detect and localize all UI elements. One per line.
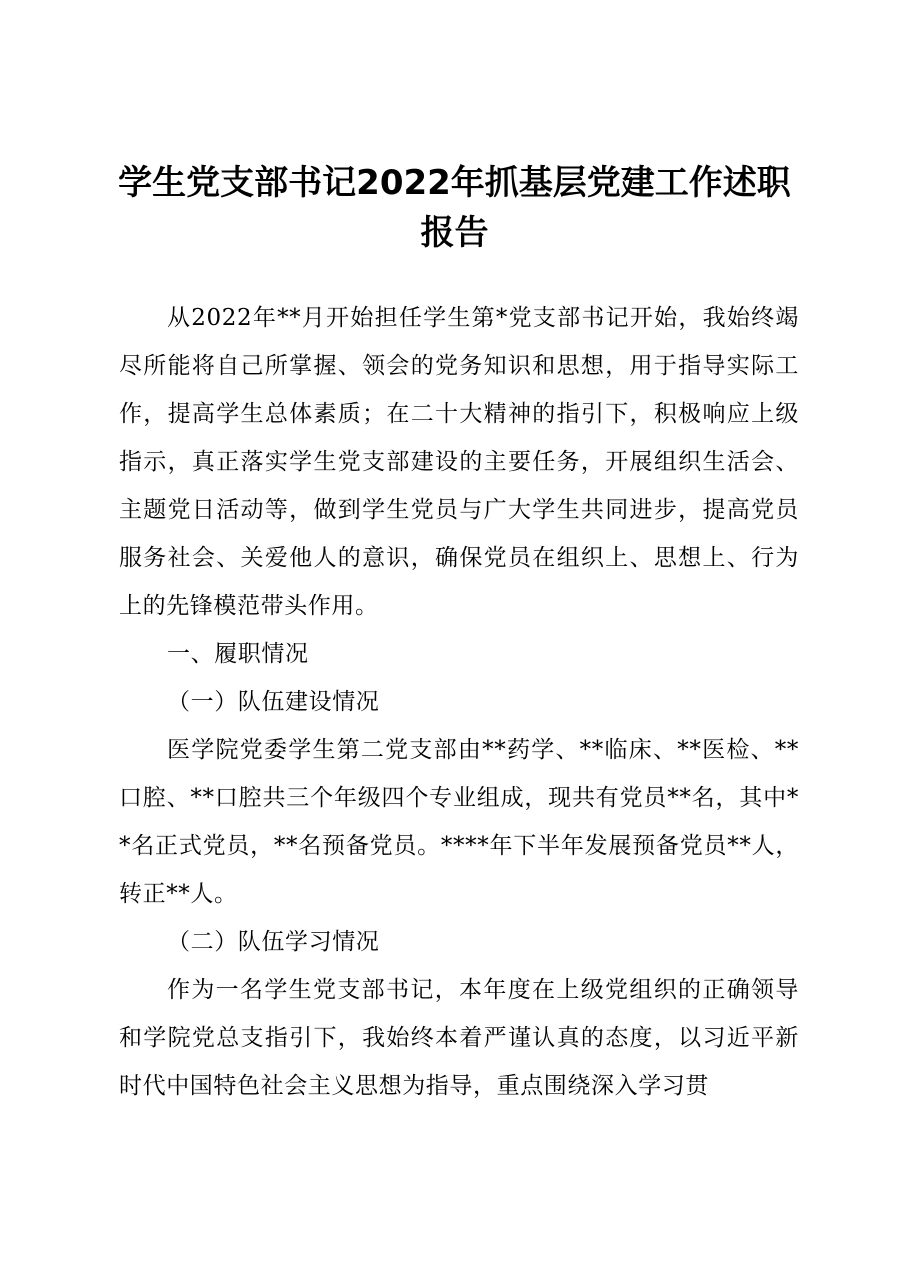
title-line-1: 学生党支部书记2022年抓基层党建工作述职 [118,163,791,203]
subsection-heading-2: （二）队伍学习情况 [167,929,380,955]
document-title [100,158,809,258]
intro-paragraph: 从2022年**月开始担任学生第*党支部书记开始，我始终竭尽所能将自己所掌握、领会的党务知识和思想，用于指导实际工作，提高学生总体素质；在二十大精神的指引下，积极响应上级指示，真正落实学生党支部建设的主要任务，开展组织生活会、主题党日活动等，做到学生党员与广大学生共同进步，提高党员服务社会、关爱他人的意识，确保党员在组织上、思想上、行为上的先锋模范带头作用。 [119,305,799,619]
team-building-paragraph: 医学院党委学生第二党支部由**药学、**临床、**医检、**口腔、**口腔共三个年级四个专业组成，现共有党员**名，其中**名正式党员，**名预备党员。****年下半年发展预备党员**人，转正**人。 [119,737,799,907]
team-study-paragraph: 作为一名学生党支部书记，本年度在上级党组织的正确领导和学院党总支指引下，我始终本着严谨认真的态度，以习近平新时代中国特色社会主义思想为指导，重点围绕深入学习贯 [119,977,799,1099]
document-body [119,294,799,1110]
section-heading-1: 一、履职情况 [167,641,309,667]
subsection-heading-1: （一）队伍建设情况 [167,689,380,715]
title-line-2: 报告 [420,213,489,253]
